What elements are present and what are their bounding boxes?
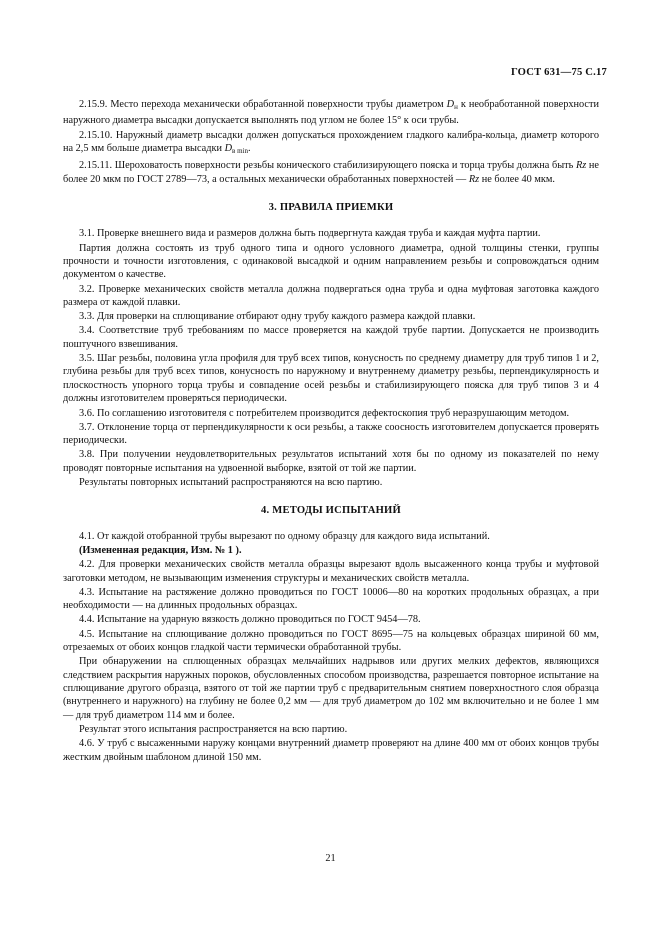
paragraph-2-15-9: 2.15.9. Место перехода механически обработанной поверхности трубы диаметром $D_н$ к необработанной поверхности наружного диаметра высадки допускается выполнять под углом не более 15° к оси трубы. [63,99,600,127]
paragraph-3-4: 3.4. Соответствие труб требованиям по массе проверяется на каждой трубе партии. Допускается не производить поштучного взвешивания. [63,325,599,350]
amendment-note: (Измененная редакция, Изм. № 1 ). [79,544,242,556]
page-number: 21 [325,853,336,864]
paragraph-3-3: 3.3. Для проверки на сплющивание отбирают одну трубу каждого размера каждой плавки. [79,311,476,323]
paragraph-4-5-defects: При обнаружении на сплющенных образцах мельчайших надрывов или других мелких дефектов, являющихся следствием раскрытия наружных пороков, обусловленных способом производства, разрешается повторное испытание на сплющивание другого образца, взятого от той же партии труб с предварительным снятием поверхностного слоя образца (внутреннего и наружного) на глубину не более 0,2 мм — для труб диаметром до 102 мм включительно и не более 1 мм — для труб диаметром 114 мм и более. [63,656,599,721]
paragraph-2-15-10: 2.15.10. Наружный диаметр высадки должен допускаться прохождением гладкого калибра-кольца, диаметр которого на 2,5 мм больше диаметра высадки $D_{в min}$. [63,129,599,156]
paragraph-3-7: 3.7. Отклонение торца от перпендикулярности к оси резьбы, а также соосность изготовителем допускается проверять периодически. [63,421,599,447]
paragraph-4-2: 4.2. Для проверки механических свойств металла образцы вырезают вдоль высаженного конца трубы и муфтовой заготовки методом, не вызывающим изменения структуры и механических свойств металла. [63,559,599,584]
section-3-heading: 3. ПРАВИЛА ПРИЕМКИ [268,202,394,214]
section-4-heading: 4. МЕТОДЫ ИСПЫТАНИЙ [261,505,401,517]
paragraph-3-1-lot: Партия должна состоять из труб одного типа и одного условного диаметра, одной толщины стенки, группы прочности и точности изготовления, с одинаковой высадкой и одним направлением резьбы и сопровождаться одним документом о качестве. [63,242,599,281]
paragraph-3-8: 3.8. При получении неудовлетворительных результатов испытаний хотя бы по одному из показателей по нему проводят повторные испытания на удвоенной выборке, взятой от той же партии. [63,449,599,474]
paragraph-4-5: 4.5. Испытание на сплющивание должно проводиться по ГОСТ 8695—75 на кольцевых образцах шириной 60 мм, отрезаемых от обоих концов гладкой части термически обработанной трубы. [63,628,599,653]
page-header: ГОСТ 631—75 С.17 [510,67,607,78]
paragraph-3-1: 3.1. Проверке внешнего вида и размеров должна быть подвергнута каждая труба и каждая муфта партии. [79,228,541,240]
paragraph-4-3: 4.3. Испытание на растяжение должно проводиться по ГОСТ 10006—80 на коротких продольных образцах, а при необходимости — на длинных продольных образцах. [63,586,599,612]
page-content [63,98,599,764]
paragraph-4-4: 4.4. Испытание на ударную вязкость должно проводиться по ГОСТ 9454—78. [79,614,421,626]
paragraph-3-5: 3.5. Шаг резьбы, половина угла профиля для труб всех типов, конусность по среднему диаметру для труб типов 1 и 2, глубина резьбы для труб всех типов, конусность по наружному и внутреннему диаметру резьбы, перпендикулярность и плоскостность упорного торца трубы и совпадение осей резьбы и стабилизирующего пояска для труб типов 3 и 4 должны изготовителем проверяться периодически. [63,353,599,405]
paragraph-2-15-11: 2.15.11. Шероховатость поверхности резьбы конического стабилизирующего пояска и торца трубы должна быть Rz не более 20 мкм по ГОСТ 2789—73, а остальных механически обработанных поверхностей — Rz не более 40 мкм. [63,160,599,185]
paragraph-4-6: 4.6. У труб с высаженными наружу концами внутренний диаметр проверяют на длине 400 мм от обоих концов трубы жестким двойным шаблоном длиной 150 мм. [63,738,599,763]
paragraph-3-6: 3.6. По соглашению изготовителя с потребителем производится дефектоскопия труб неразрушающим методом. [79,407,570,419]
paragraph-4-1: 4.1. От каждой отобранной трубы вырезают по одному образцу для каждого вида испытаний. [79,530,490,542]
paragraph-3-8-results: Результаты повторных испытаний распространяются на всю партию. [79,476,383,488]
paragraph-3-2: 3.2. Проверке механических свойств металла должна подвергаться одна труба и одна муфтовая заготовка каждого размера от каждой плавки. [63,283,599,309]
paragraph-4-5-result: Результат этого испытания распространяется на всю партию. [79,724,348,735]
